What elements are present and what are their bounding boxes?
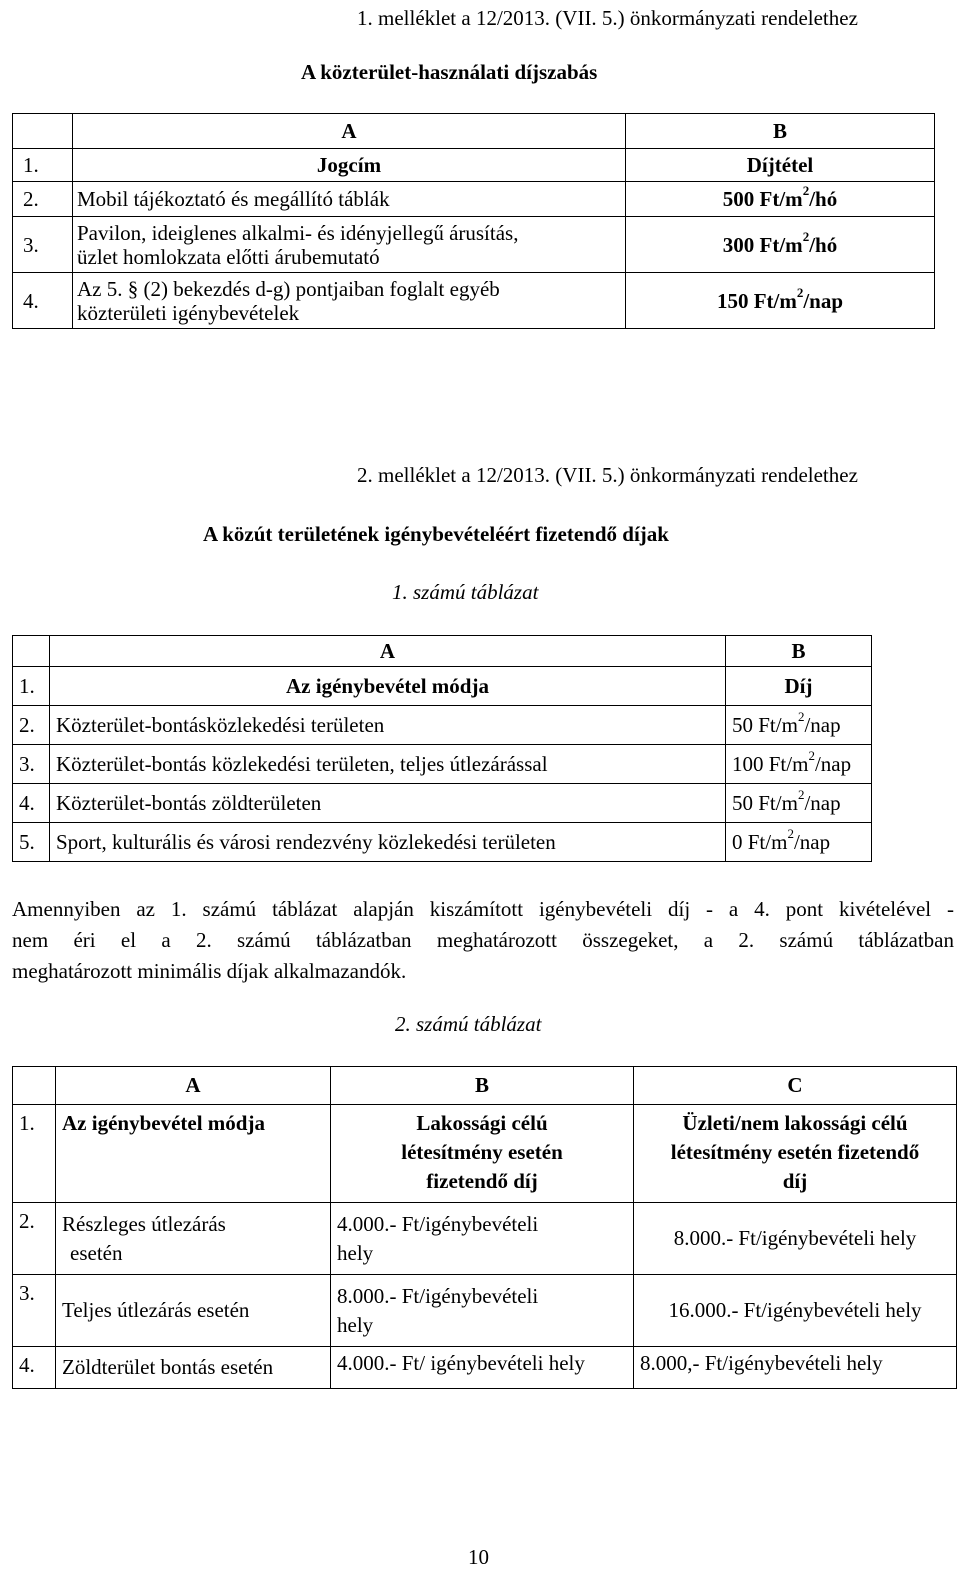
row-number: 2. xyxy=(13,706,50,745)
row-number: 1. xyxy=(13,149,73,182)
row-number: 3. xyxy=(13,217,73,273)
table-cell-empty xyxy=(13,1067,56,1105)
row-label: Teljes útlezárás esetén xyxy=(56,1275,331,1347)
paragraph-line: nem éri el a 2. számú táblázatban meghatározott összegeket, a 2. számú táblázatban xyxy=(12,928,954,952)
row-value-c: 16.000.- Ft/igénybevételi hely xyxy=(634,1275,957,1347)
table-row xyxy=(13,1203,957,1275)
table1-caption: 1. számú táblázat xyxy=(392,580,539,604)
table-row xyxy=(13,182,935,217)
row-value: 0 $Ft/m^2$/nap xyxy=(726,823,872,862)
table-row xyxy=(13,1275,957,1347)
column-header-a: A xyxy=(50,636,726,667)
row-number: 4. xyxy=(13,1347,56,1389)
row-label: Közterület-bontásközlekedési területen xyxy=(50,706,726,745)
table-header-row xyxy=(13,114,935,149)
row-number: 3. xyxy=(13,745,50,784)
row-label: Részleges útlezárás esetén xyxy=(56,1203,331,1275)
row-number: 2. xyxy=(13,182,73,217)
row-label: Sport, kulturális és városi rendezvény közlekedési területen xyxy=(50,823,726,862)
row-value: 100 $Ft/m^2$/nap xyxy=(726,745,872,784)
row-value: 50 $Ft/m^2$/nap xyxy=(726,784,872,823)
column-header-a: A xyxy=(73,114,626,149)
row-value-c: 8.000.- Ft/igénybevételi hely xyxy=(634,1203,957,1275)
column-title-c: Üzleti/nem lakossági célú létesítmény esetén fizetendő díj xyxy=(634,1105,957,1203)
row-value: Díjtétel xyxy=(626,149,935,182)
table-row xyxy=(13,745,872,784)
row-label: Közterület-bontás közlekedési területen, teljes útlezárással xyxy=(50,745,726,784)
table-row xyxy=(13,706,872,745)
row-value: Díj xyxy=(726,667,872,706)
column-title-b: Lakossági célú létesítmény esetén fizetendő díj xyxy=(331,1105,634,1203)
row-number: 2. xyxy=(13,1203,56,1275)
annex2-header: 2. melléklet a 12/2013. (VII. 5.) önkormányzati rendelethez xyxy=(357,463,858,487)
table-row xyxy=(13,1347,957,1389)
column-header-b: B xyxy=(626,114,935,149)
table-row xyxy=(13,149,935,182)
annex2-title: A közút területének igénybevételéért fizetendő díjak xyxy=(203,522,669,546)
fee-table-1 xyxy=(12,113,935,329)
column-header-a: A xyxy=(56,1067,331,1105)
row-value: 50 $Ft/m^2$/nap xyxy=(726,706,872,745)
row-number: 5. xyxy=(13,823,50,862)
row-value: 150 $Ft/m^2$/nap xyxy=(626,273,935,329)
page-number: 10 xyxy=(468,1545,489,1569)
table-row xyxy=(13,273,935,329)
row-value: 500 $Ft/m^2/hó$ xyxy=(626,182,935,217)
paragraph-line: meghatározott minimális díjak alkalmazandók. xyxy=(12,959,407,983)
row-number: 1. xyxy=(13,667,50,706)
column-header-b: B xyxy=(726,636,872,667)
row-number: 1. xyxy=(13,1105,56,1203)
table2-caption: 2. számú táblázat xyxy=(395,1012,542,1036)
column-header-b: B xyxy=(331,1067,634,1105)
explanatory-paragraph xyxy=(12,894,954,987)
column-header-c: C xyxy=(634,1067,957,1105)
table-cell-empty xyxy=(13,114,73,149)
row-label: Pavilon, ideiglenes alkalmi- és idényjellegű árusítás, üzlet homlokzata előtti árubemutató xyxy=(73,217,626,273)
row-label: Közterület-bontás zöldterületen xyxy=(50,784,726,823)
row-label: Az 5. § (2) bekezdés d-g) pontjaiban foglalt egyéb közterületi igénybevételek xyxy=(73,273,626,329)
table-cell-empty xyxy=(13,636,50,667)
fee-table-3 xyxy=(12,1066,957,1389)
row-value-c: 8.000,- Ft/igénybevételi hely xyxy=(634,1347,957,1389)
table-row xyxy=(13,1105,957,1203)
row-label: Az igénybevétel módja xyxy=(56,1105,331,1203)
row-label: Zöldterület bontás esetén xyxy=(56,1347,331,1389)
fee-table-2 xyxy=(12,635,872,862)
annex1-title: A közterület-használati díjszabás xyxy=(301,60,598,84)
row-number: 3. xyxy=(13,1275,56,1347)
annex1-header: 1. melléklet a 12/2013. (VII. 5.) önkormányzati rendelethez xyxy=(357,6,858,30)
row-number: 4. xyxy=(13,784,50,823)
table-row xyxy=(13,217,935,273)
paragraph-line: Amennyiben az 1. számú táblázat alapján kiszámított igénybevételi díj - a 4. pont kivételével - xyxy=(12,897,954,921)
table-header-row xyxy=(13,1067,957,1105)
row-value: 300 $Ft/m^2/hó$ xyxy=(626,217,935,273)
table-row xyxy=(13,667,872,706)
table-row xyxy=(13,823,872,862)
row-value-b: 4.000.- Ft/igénybevételi hely xyxy=(331,1203,634,1275)
row-number: 4. xyxy=(13,273,73,329)
table-row xyxy=(13,784,872,823)
row-value-b: 8.000.- Ft/igénybevételi hely xyxy=(331,1275,634,1347)
table-header-row xyxy=(13,636,872,667)
row-label: Jogcím xyxy=(73,149,626,182)
row-label: Az igénybevétel módja xyxy=(50,667,726,706)
row-value-b: 4.000.- Ft/ igénybevételi hely xyxy=(331,1347,634,1389)
row-label: Mobil tájékoztató és megállító táblák xyxy=(73,182,626,217)
